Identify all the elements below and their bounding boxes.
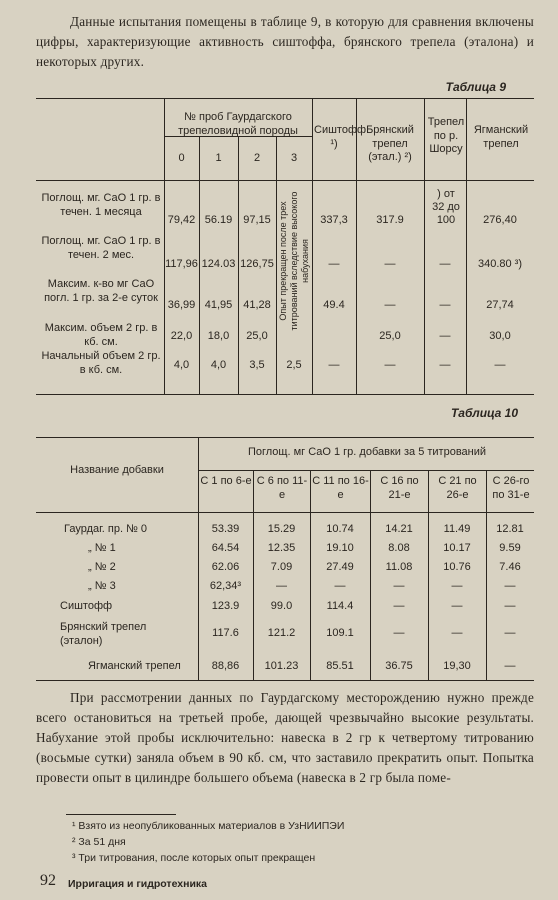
table9-col-header: Сиштофф ¹) [314,124,367,150]
table10-group-header: Поглощ. мг СаО 1 гр. добавки за 5 титрований [247,446,487,458]
table9-cell: — [328,359,340,371]
table9-cell: 25,0 [246,330,268,342]
table9-caption: Таблица 9 [445,80,506,94]
table9-col-header: 2 [253,152,261,164]
table10-cell: 15.29 [267,523,296,535]
table10-vline [198,437,199,680]
table9-cell: ) от 32 до 100 [432,188,460,226]
table9-cell: — [439,258,451,270]
table10-cell: — [451,600,463,612]
table9-col-header: 0 [178,152,185,164]
table9-cell: 41,28 [243,299,271,311]
table9-col-header: Трепел по р. Шорсу [427,116,465,155]
table10-cell: 123.9 [211,600,240,612]
table10-vline [370,470,371,680]
table9-cell: 4,0 [210,359,227,371]
table10-cell: — [504,627,516,639]
table10-period-header: С 6 по 11-е [256,475,308,501]
table10-period-header: С 16 по 21-е [380,475,419,501]
table10-cell: — [334,580,346,592]
table10-row-name: Брянский трепел (эталон) [60,621,147,647]
table9-cell: — [384,299,396,311]
footnote: ² За 51 дня [72,836,126,848]
table9-cell: 18,0 [207,330,230,342]
table10-cell: 88,86 [211,660,240,672]
table9-cell: 126,75 [240,258,274,270]
table10-cell: 19.10 [326,542,354,554]
table10-cell: 99.0 [270,600,293,612]
table9-cell: 36,99 [167,299,196,311]
table10-cell: 12.35 [267,542,296,554]
table9-cell: 4,0 [173,359,190,371]
table9-cell: — [439,299,451,311]
table10-cell: 14.21 [385,523,413,535]
table9-vline [466,98,467,394]
table10-cell: 10.17 [443,542,471,554]
body-paragraph: При рассмотрении данных по Гаурдагскому месторождению нужно прежде всего остановиться на третьей пробе, дающей чрезвычайно высокие результаты. Набухание этой пробы исключительно: навеска в 2 гр к четвертому титрованию (восьмые сутки) заняла объем в 90 кб. см, что заставило прекратить опыт. Попытка провести опыт в цилиндре большего объема (навеска в 2 гр была поме- [36,690,534,785]
table9-rotated-note: Опыт прекращен после трех титрований вследствие высокого набухания [278,191,310,331]
table9-cell: — [384,258,396,270]
table10-cell: 9.59 [499,542,521,554]
journal-title: Ирригация и гидротехника [68,878,208,890]
table10-cell: 8.08 [388,542,410,554]
table10-row-name: „ № 2 [88,561,116,573]
table9-cell: 337,3 [320,214,348,226]
table10-cell: 85.51 [326,660,354,672]
table9-cell: 276,40 [483,214,517,226]
table10-vline [428,470,429,680]
table9-row-label: Максим. к-во мг СаО погл. 1 гр. за 2-е суток [44,278,158,304]
table10-cell: 121.2 [267,627,296,639]
table9-cell: — [384,359,396,371]
table9-vline [356,98,357,394]
table9-cell: — [439,359,451,371]
table10-period-header: С 26-го по 31-е [492,475,530,501]
table10-cell: — [451,627,463,639]
table10-cell: 11.49 [443,523,471,535]
table10-cell: 12.81 [496,523,524,535]
table10-cell: 7.09 [270,561,293,573]
table9-cell: — [328,258,340,270]
intro-paragraph: Данные испытания помещены в таблице 9, в которую для сравнения включены цифры, характеризующие активность сиштоффа, брянского трепела (эталона) и некоторых других. [36,14,534,69]
table10-period-header: С 1 по 6-е [200,475,252,487]
table9-cell: 79,42 [167,214,196,226]
table9-vline [276,136,277,394]
table10-cell: 62,34³ [209,580,242,592]
table10-cell: 109.1 [326,627,354,639]
table10-vline [310,470,311,680]
table9-col-header: 1 [215,152,222,164]
table9-cell: 49.4 [323,299,345,311]
table10-cell: 62.06 [211,561,240,573]
table10-cell: — [276,580,287,592]
table9-cell: 340.80 ³) [477,258,523,270]
table9-col-header: Брянский трепел (этал.) ²) [366,124,414,163]
table10-subheader-rule [198,470,534,471]
table10-vline [486,470,487,680]
table9-cell: 117,96 [165,258,198,270]
table10-cell: — [504,660,516,672]
table10-cell: 101.23 [264,660,299,672]
table9-group-header: № проб Гаурдагского трепеловидной породы [178,111,298,137]
table9-cell: 124.03 [201,258,236,270]
table10-cell: 53.39 [211,523,240,535]
table9-cell: 22,0 [170,330,193,342]
table9-cell: 41,95 [204,299,233,311]
table10-cell: 36.75 [385,660,413,672]
table10-row-name: Гаурдаг. пр. № 0 [64,523,148,535]
table10-row-name: „ № 1 [88,542,116,554]
table9-row-label: Начальный объем 2 гр. в кб. см. [41,350,161,376]
table9-vline [164,98,165,394]
table9-top-rule [36,98,534,99]
footnote-rule [66,814,176,815]
table10-period-header: С 11 по 16-е [312,475,369,501]
table10-cell: — [504,580,516,592]
table9-cell: 27,74 [486,299,514,311]
table10-cell: 27.49 [326,561,354,573]
table10-vline [253,470,254,680]
table10-cell: 19,30 [443,660,471,672]
table9-row-label: Поглощ. мг. СаО 1 гр. в течен. 2 мес. [41,235,161,261]
table10-cell: — [393,627,405,639]
table9-cell: 25,0 [379,330,401,342]
table9-col-header: 3 [290,152,298,164]
table10-cell: 7.46 [499,561,521,573]
table9-vline [312,98,313,394]
table10-cell: 11.08 [385,561,413,573]
table10-row-name: Сиштофф [60,600,113,612]
table10-cell: — [504,600,516,612]
table9-cell: 3,5 [249,359,265,371]
table9-cell: 317.9 [376,214,404,226]
table10-caption: Таблица 10 [450,406,518,420]
table9-cell: 30,0 [489,330,511,342]
footnote: ³ Три титрования, после которых опыт прекращен [72,852,316,864]
footnote: ¹ Взято из неопубликованных материалов в УзНИИПЭИ [72,820,345,832]
table10-cell: 117.6 [212,627,239,639]
table9-bottom-rule [36,394,534,395]
table10-cell: 10.74 [326,523,354,535]
table10-row-name: „ № 3 [88,580,116,592]
table10-cell: — [393,600,405,612]
table10-name-header: Название добавки [70,464,164,476]
table10-bottom-rule [36,680,534,681]
table9-cell: 2,5 [286,359,302,371]
table10-cell: 114.4 [326,600,354,612]
table9-row-label: Максим. объем 2 гр. в кб. см. [44,322,158,348]
table9-header-rule [36,180,534,181]
table9-vline [424,98,425,394]
table10-row-name: Ягманский трепел [88,660,181,672]
table10-cell: — [451,580,463,592]
table9-cell: 56.19 [204,214,233,226]
table9-col-header: Ягманский трепел [473,124,529,150]
table10-period-header: С 21 по 26-е [438,475,477,501]
page-number: 92 [40,872,56,889]
table10-cell: — [393,580,405,592]
table10-cell: 10.76 [443,561,471,573]
table9-cell: — [439,330,451,342]
table9-cell: 97,15 [243,214,271,226]
table10-top-rule [36,437,534,438]
table9-row-label: Поглощ. мг. СаО 1 гр. в течен. 1 месяца [41,192,161,218]
table10-header-rule [36,512,534,513]
table9-cell: — [494,359,506,371]
table10-cell: 64.54 [211,542,240,554]
